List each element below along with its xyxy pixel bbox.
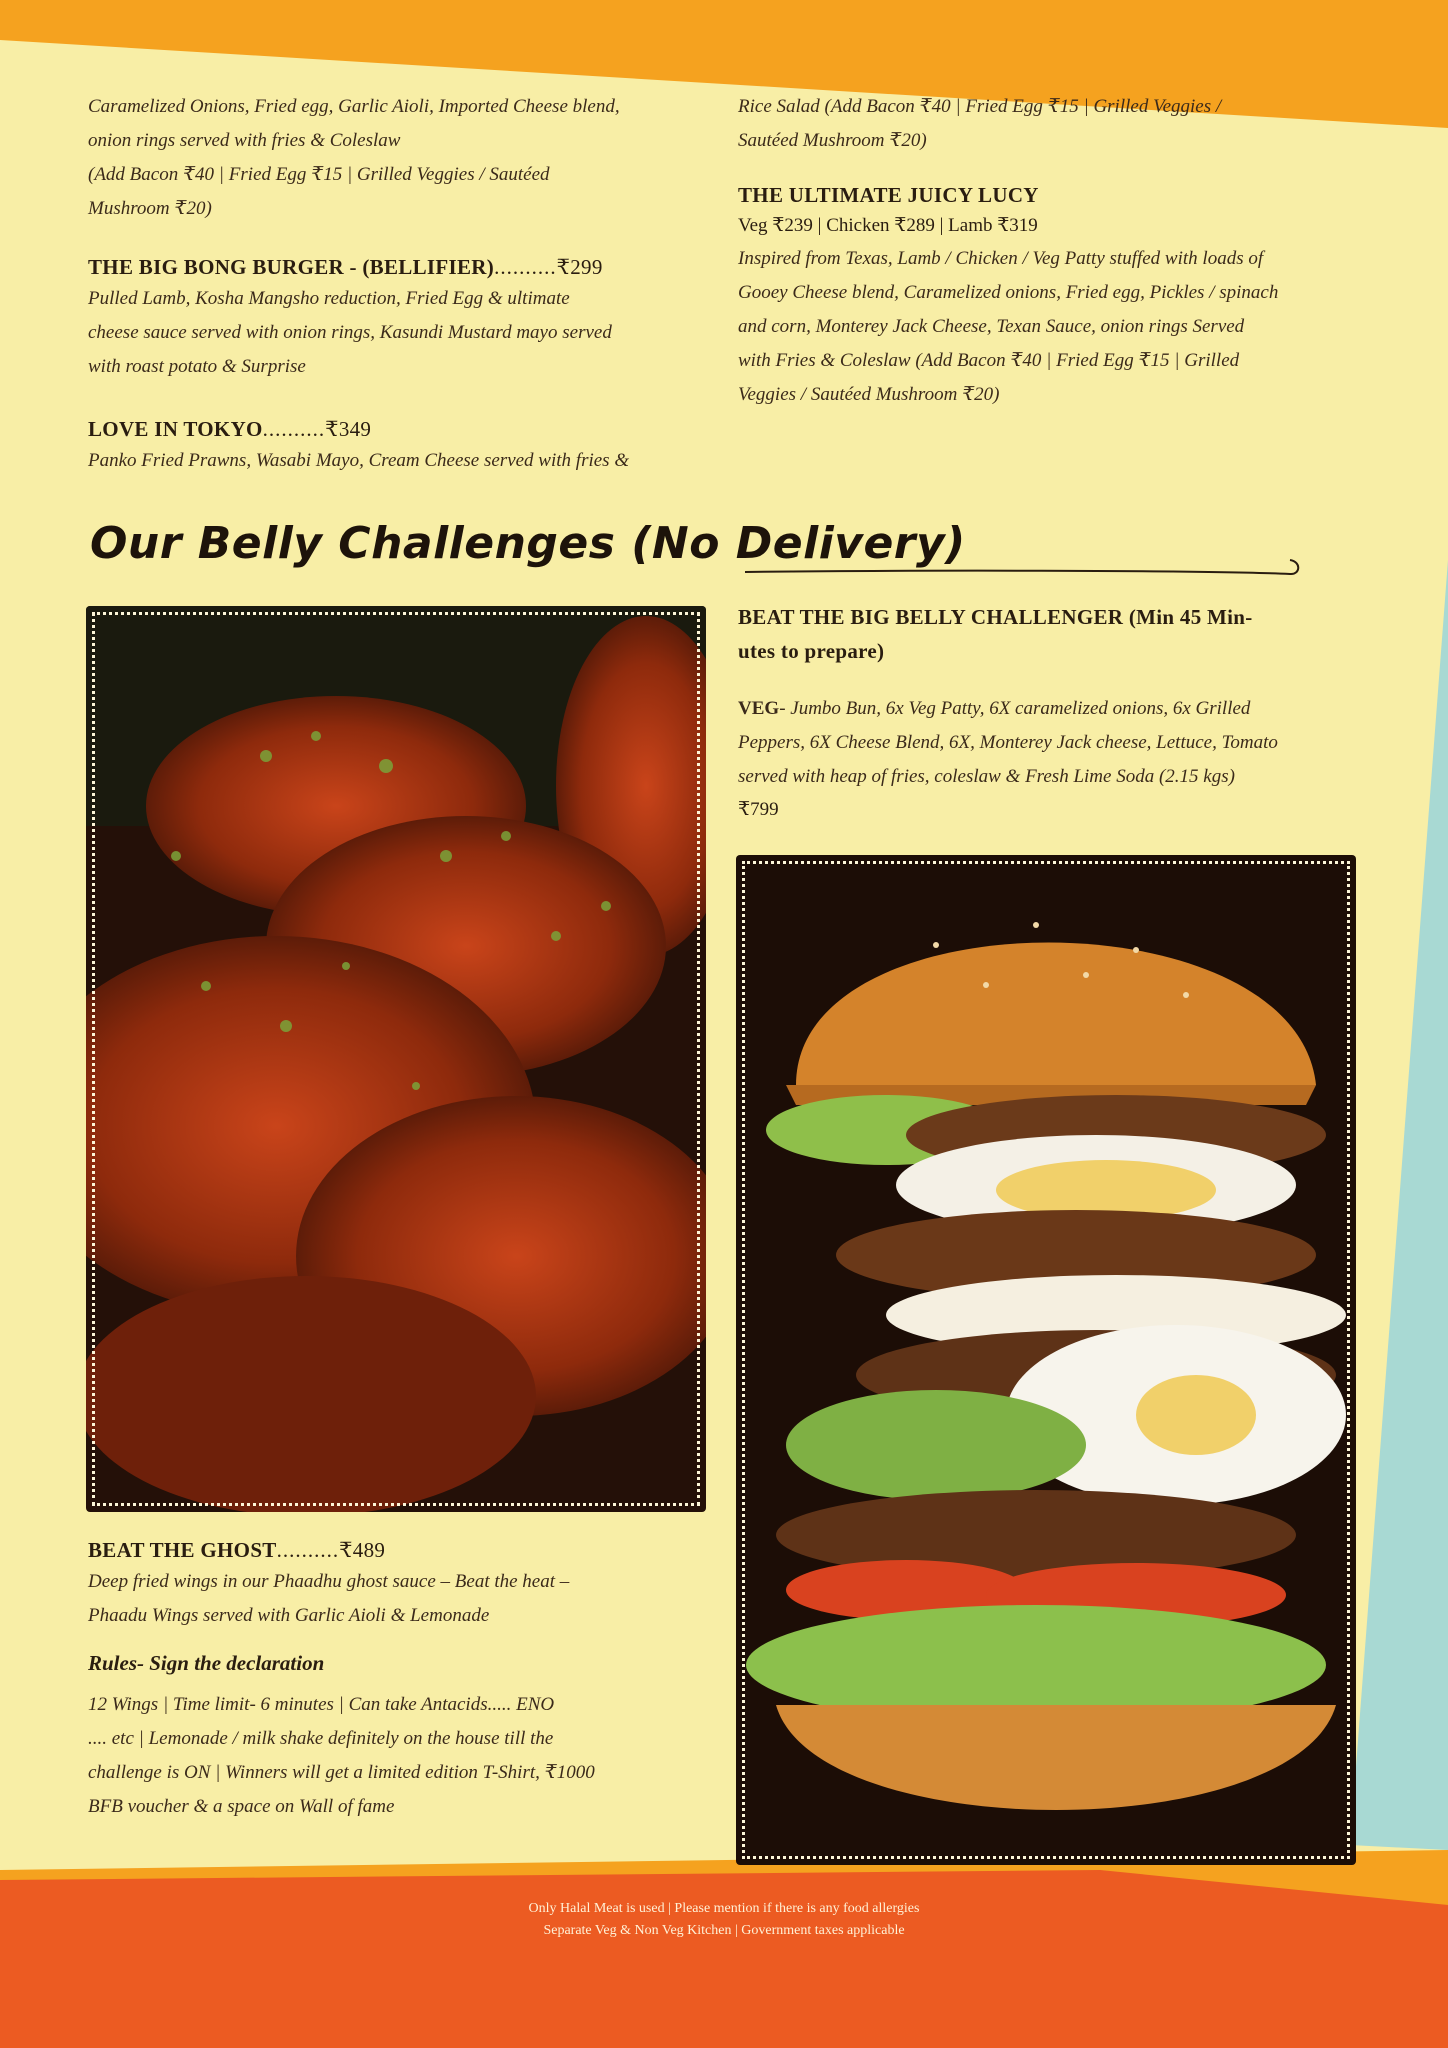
menu-item-big-bong — [88, 252, 718, 384]
rules-text: BFB voucher & a space on Wall of fame — [88, 1796, 395, 1817]
menu-item-love-tokyo — [88, 414, 718, 478]
item-price: ₹349 — [325, 417, 372, 441]
veg-label: VEG — [738, 698, 780, 719]
item-desc: Panko Fried Prawns, Wasabi Mayo, Cream Cheese served with fries & — [88, 450, 630, 471]
rules-text: 12 Wings | Time limit- 6 minutes | Can take Antacids..... ENO — [88, 1694, 555, 1715]
item-title: THE BIG BONG BURGER - (BELLIFIER)..........₹299 — [88, 255, 603, 279]
intro-text: Sautéed Mushroom ₹20) — [738, 130, 927, 151]
item-prices: Veg ₹239 | Chicken ₹289 | Lamb ₹319 — [738, 215, 1038, 236]
wings-illustration — [86, 606, 706, 1512]
right-top-column — [738, 90, 1378, 412]
ghost-challenge — [88, 1535, 728, 1824]
rules-heading: Rules- Sign the declaration — [88, 1651, 325, 1675]
footer-line: Only Halal Meat is used | Please mention if there is any food allergies — [528, 1901, 920, 1916]
intro-text: Rice Salad (Add Bacon ₹40 | Fried Egg ₹15 | Grilled Veggies / — [738, 96, 1222, 117]
item-title: LOVE IN TOKYO..........₹349 — [88, 417, 372, 441]
item-desc: and corn, Monterey Jack Cheese, Texan Sauce, onion rings Served — [738, 316, 1245, 337]
item-price: ₹799 — [738, 799, 779, 820]
item-title: utes to prepare) — [738, 639, 885, 663]
intro-text: onion rings served with fries & Coleslaw — [88, 130, 401, 151]
item-title: THE ULTIMATE JUICY LUCY — [738, 183, 1039, 207]
big-belly-challenger — [738, 600, 1358, 826]
item-price: ₹489 — [339, 1538, 386, 1562]
item-desc: Peppers, 6X Cheese Blend, 6X, Monterey Jack cheese, Lettuce, Tomato — [738, 732, 1278, 753]
item-desc: VEG- Jumbo Bun, 6x Veg Patty, 6X caramelized onions, 6x Grilled — [738, 698, 1251, 719]
menu-item-juicy-lucy — [738, 180, 1378, 412]
item-desc: cheese sauce served with onion rings, Kasundi Mustard mayo served — [88, 322, 612, 343]
item-desc: Inspired from Texas, Lamb / Chicken / Veg Patty stuffed with loads of — [738, 248, 1264, 269]
wings-photo — [86, 606, 706, 1512]
burger-photo — [736, 855, 1356, 1865]
item-price: ₹299 — [556, 255, 603, 279]
section-heading: Our Belly Challenges (No Delivery) — [90, 518, 966, 569]
item-desc: with roast potato & Surprise — [88, 356, 306, 377]
left-top-column — [88, 90, 718, 478]
item-desc: Veggies / Sautéed Mushroom ₹20) — [738, 384, 1000, 405]
rules-text: challenge is ON | Winners will get a limited edition T-Shirt, ₹1000 — [88, 1762, 595, 1783]
intro-text: Caramelized Onions, Fried egg, Garlic Aioli, Imported Cheese blend, — [88, 96, 620, 117]
item-desc: Pulled Lamb, Kosha Mangsho reduction, Fried Egg & ultimate — [88, 288, 570, 309]
intro-text: Mushroom ₹20) — [88, 198, 212, 219]
footer-line: Separate Veg & Non Veg Kitchen | Government taxes applicable — [543, 1923, 905, 1938]
item-desc: served with heap of fries, coleslaw & Fresh Lime Soda (2.15 kgs) — [738, 766, 1235, 787]
rules-text: .... etc | Lemonade / milk shake definitely on the house till the — [88, 1728, 554, 1749]
item-desc: with Fries & Coleslaw (Add Bacon ₹40 | Fried Egg ₹15 | Grilled — [738, 350, 1240, 371]
item-title: BEAT THE GHOST..........₹489 — [88, 1538, 386, 1562]
item-desc: Deep fried wings in our Phaadhu ghost sauce – Beat the heat – — [88, 1571, 570, 1592]
burger-illustration — [736, 855, 1356, 1865]
item-desc: Phaadu Wings served with Garlic Aioli & Lemonade — [88, 1605, 490, 1626]
item-desc: Gooey Cheese blend, Caramelized onions, Fried egg, Pickles / spinach — [738, 282, 1279, 303]
intro-text: (Add Bacon ₹40 | Fried Egg ₹15 | Grilled Veggies / Sautéed — [88, 164, 550, 185]
item-title: BEAT THE BIG BELLY CHALLENGER (Min 45 Min- — [738, 605, 1253, 629]
